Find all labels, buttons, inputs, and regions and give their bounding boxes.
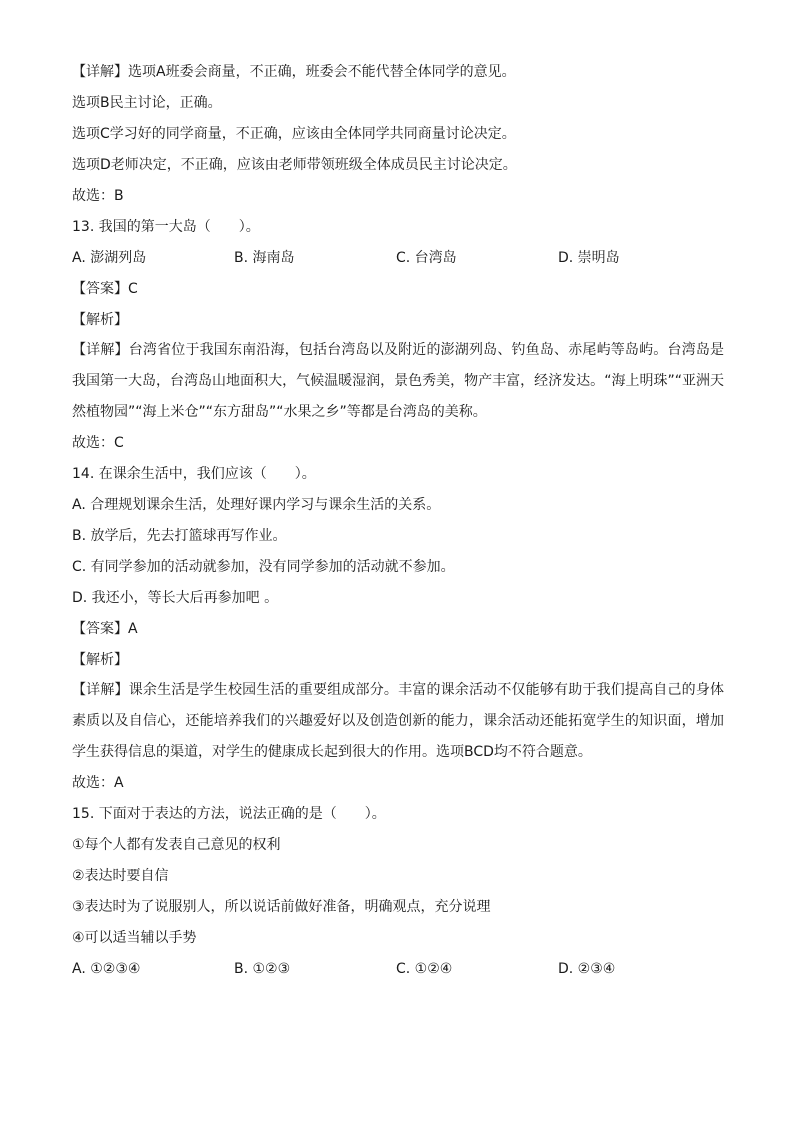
q14-answer: 【答案】A (72, 621, 138, 637)
q15-statement-2: ②表达时要自信 (72, 868, 169, 884)
q13-option-b: B. 海南岛 (234, 250, 295, 266)
q13-answer: 【答案】C (72, 281, 138, 297)
q13-stem: 13. 我国的第一大岛（ ）。 (72, 219, 260, 235)
q13-choice: 故选：C (72, 435, 124, 451)
q15-statement-4: ④可以适当辅以手势 (72, 930, 197, 946)
prev-option-b: 选项B民主讨论，正确。 (72, 95, 222, 111)
q15-option-b: B. ①②③ (234, 961, 291, 977)
q13-options (72, 248, 724, 268)
q15-option-c: C. ①②④ (396, 961, 453, 977)
document-page (72, 62, 724, 990)
q14-stem: 14. 在课余生活中，我们应该（ ）。 (72, 466, 316, 482)
q15-stem: 15. 下面对于表达的方法，说法正确的是（ ）。 (72, 806, 386, 822)
q13-option-d: D. 崇明岛 (558, 250, 620, 266)
q14-option-c: C. 有同学参加的活动就参加，没有同学参加的活动就不参加。 (72, 559, 455, 575)
q13-detail: 【详解】台湾省位于我国东南沿海，包括台湾岛以及附近的澎湖列岛、钓鱼岛、赤尾屿等岛屿。台湾岛是我国第一大岛，台湾岛山地面积大，气候温暖湿润，景色秀美，物产丰富，经济发达。“海上明珠”“亚洲天然植物园”“海上米仓”“东方甜岛”“水果之乡”等都是台湾岛的美称。 (72, 342, 724, 420)
q15-option-d: D. ②③④ (558, 961, 616, 977)
q14-choice: 故选：A (72, 775, 124, 791)
q13-option-c: C. 台湾岛 (396, 250, 457, 266)
q13-option-a: A. 澎湖列岛 (72, 250, 147, 266)
q15-option-a: A. ①②③④ (72, 961, 141, 977)
q15-options (72, 959, 724, 979)
q15-statement-3: ③表达时为了说服别人，所以说话前做好准备，明确观点，充分说理 (72, 899, 491, 915)
q14-option-d: D. 我还小，等长大后再参加吧 。 (72, 590, 279, 606)
q14-detail: 【详解】课余生活是学生校园生活的重要组成部分。丰富的课余活动不仅能够有助于我们提高自己的身体素质以及自信心，还能培养我们的兴趣爱好以及创造创新的能力，课余活动还能拓宽学生的知识面，增加学生获得信息的渠道，对学生的健康成长起到很大的作用。选项BCD均不符合题意。 (72, 682, 724, 760)
q14-option-a: A. 合理规划课余生活，处理好课内学习与课余生活的关系。 (72, 497, 441, 513)
q15-statement-1: ①每个人都有发表自己意见的权利 (72, 837, 281, 853)
prev-detail: 【详解】选项A班委会商量，不正确，班委会不能代替全体同学的意见。 (72, 64, 516, 80)
q14-option-b: B. 放学后，先去打篮球再写作业。 (72, 528, 287, 544)
q13-analysis-label: 【解析】 (72, 312, 128, 328)
prev-option-d: 选项D老师决定，不正确，应该由老师带领班级全体成员民主讨论决定。 (72, 157, 517, 173)
prev-option-c: 选项C学习好的同学商量，不正确，应该由全体同学共同商量讨论决定。 (72, 126, 516, 142)
q14-analysis-label: 【解析】 (72, 652, 128, 668)
prev-choice: 故选：B (72, 188, 124, 204)
